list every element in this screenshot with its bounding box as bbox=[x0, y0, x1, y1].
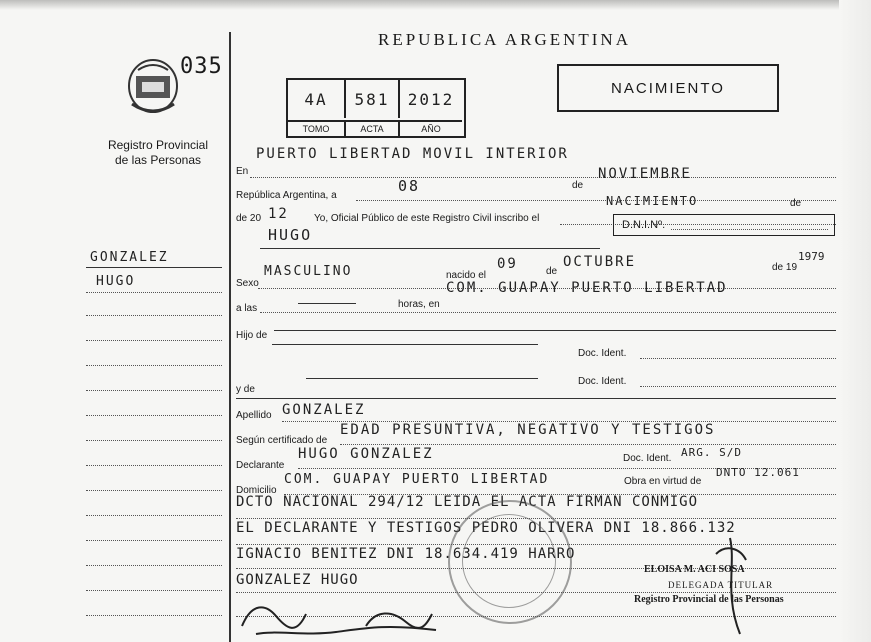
child-name: HUGO bbox=[268, 226, 313, 244]
scan-shadow bbox=[0, 0, 871, 10]
registry-line-2: de las Personas bbox=[114, 153, 202, 167]
note-line-1: DCTO NACIONAL 294/12 LEIDA EL ACTA FIRMAN CONMIGO bbox=[236, 494, 699, 510]
record-month: NOVIEMBRE bbox=[598, 166, 692, 182]
sexo-value: MASCULINO bbox=[264, 264, 353, 279]
nacido-label: nacido el bbox=[446, 270, 487, 281]
record-year-suffix: 12 bbox=[268, 206, 289, 222]
sexo-label: Sexo bbox=[236, 278, 259, 289]
horas-label: horas, en bbox=[398, 299, 440, 310]
doc-ident-3-value: ARG. S/D bbox=[681, 446, 742, 459]
de-label-2: de bbox=[790, 198, 802, 209]
domicilio-value: COM. GUAPAY PUERTO LIBERTAD bbox=[284, 472, 550, 487]
registry-line-1: Registro Provincial bbox=[107, 138, 209, 152]
margin-name: HUGO bbox=[96, 274, 136, 289]
apellido-label: Apellido bbox=[236, 410, 272, 421]
provincial-seal-icon bbox=[124, 56, 182, 120]
segun-label: Según certificado de bbox=[236, 435, 328, 446]
month-de-label: de bbox=[572, 180, 584, 191]
de-label-3: de bbox=[546, 266, 558, 277]
margin-surname: GONZALEZ bbox=[90, 250, 169, 265]
inscription-type: NACIMIENTO bbox=[606, 194, 699, 208]
record-index-box bbox=[286, 78, 466, 138]
oficial-text: Yo, Oficial Público de este Registro Civil inscribo el bbox=[314, 213, 540, 224]
country-title: REPUBLICA ARGENTINA bbox=[378, 30, 631, 49]
officer-signature-icon bbox=[706, 534, 756, 638]
note-line-3: IGNACIO BENITEZ DNI 18.634.419 HARRO bbox=[236, 546, 576, 562]
birth-year: 1979 bbox=[798, 250, 825, 263]
declarante-label: Declarante bbox=[236, 460, 285, 471]
hijo-label: Hijo de bbox=[236, 330, 268, 341]
record-type-box: NACIMIENTO bbox=[557, 64, 779, 112]
doc-ident-3-label: Doc. Ident. bbox=[623, 453, 672, 464]
year-prefix-label: de 20 bbox=[236, 213, 262, 224]
officer-role: DELEGADA TITULAR bbox=[668, 580, 774, 590]
acta-value: 581 bbox=[346, 80, 400, 118]
alas-label: a las bbox=[236, 303, 258, 314]
note-line-4: GONZALEZ HUGO bbox=[236, 572, 359, 588]
domicilio-label: Domicilio bbox=[236, 485, 277, 496]
place-of-record: PUERTO LIBERTAD MOVIL INTERIOR bbox=[256, 146, 569, 162]
officer-name: ELOISA M. ACI SOSA bbox=[644, 564, 745, 575]
registry-name bbox=[92, 138, 224, 168]
doc-ident-2-label: Doc. Ident. bbox=[578, 376, 627, 387]
en-label: En bbox=[236, 166, 249, 177]
birth-place: COM. GUAPAY PUERTO LIBERTAD bbox=[446, 280, 728, 296]
tomo-value: 4A bbox=[288, 80, 346, 118]
tomo-label: TOMO bbox=[288, 120, 346, 136]
acta-label: ACTA bbox=[346, 120, 400, 136]
apellido-value: GONZALEZ bbox=[282, 402, 366, 418]
declarante-value: HUGO GONZALEZ bbox=[298, 446, 434, 462]
record-day: 08 bbox=[398, 177, 421, 195]
obra-label: Obra en virtud de bbox=[624, 476, 702, 487]
birth-day: 09 bbox=[497, 256, 518, 272]
anio-label: AÑO bbox=[400, 120, 462, 136]
officer-org: Registro Provincial de las Personas bbox=[634, 594, 784, 605]
anio-value: 2012 bbox=[407, 89, 455, 109]
note-line-2: EL DECLARANTE Y TESTIGOS PEDRO OLIVERA DNI 18.866.132 bbox=[236, 520, 736, 536]
birth-month: OCTUBRE bbox=[563, 254, 637, 270]
republica-label: República Argentina, a bbox=[236, 190, 337, 201]
folio-number: 035 bbox=[180, 54, 223, 79]
dni-label: D.N.I.Nº. bbox=[622, 219, 666, 231]
signatures-icon bbox=[236, 596, 446, 642]
yde-label: y de bbox=[236, 384, 255, 395]
century-label: de 19 bbox=[772, 262, 798, 273]
segun-value: EDAD PRESUNTIVA, NEGATIVO Y TESTIGOS bbox=[340, 422, 716, 438]
doc-ident-1-label: Doc. Ident. bbox=[578, 348, 627, 359]
official-stamp-icon bbox=[448, 500, 572, 624]
margin-rule bbox=[229, 32, 231, 642]
page-edge bbox=[839, 0, 871, 642]
obra-value: DNTO 12.061 bbox=[716, 466, 800, 479]
dni-box[interactable] bbox=[613, 214, 835, 236]
